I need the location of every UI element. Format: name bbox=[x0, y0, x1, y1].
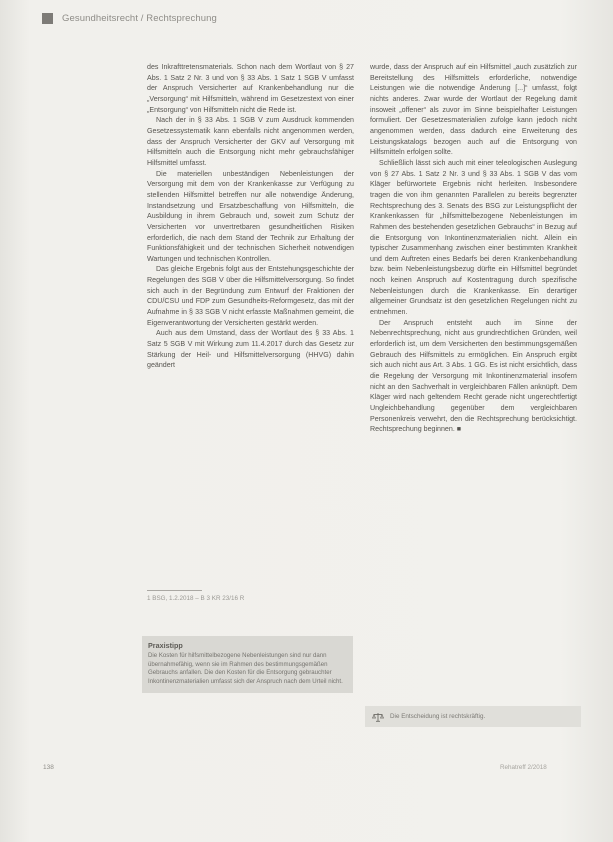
section-header bbox=[42, 8, 217, 28]
paragraph: Auch aus dem Umstand, dass der Wortlaut des § 33 Abs. 1 Satz 5 SGB V mit Wirkung zum 11.4.2017 durch das Gesetz zur Stärkung der Heil- und Hilfsmittelversorgung (HHVG) dahin geändert bbox=[147, 329, 354, 370]
page-number: 138 bbox=[43, 764, 54, 771]
footnote-divider bbox=[147, 590, 202, 591]
right-column bbox=[370, 62, 577, 435]
paragraph: wurde, dass der Anspruch auf ein Hilfsmittel „auch zusätzlich zur Bereitstellung des Hilfsmittels erforderliche, notwendige Leistungen wie die notwendige Änderung [...]“ umfasst, folgt nichts anderes. Zwar wurde der Wortlaut der Regelung damit insoweit „offener“ als zuvor im Sinne beispielhafter Leistungen formuliert. Der Gesetzesmaterialien zufolge kann jedoch nicht angenommen werden, dass dadurch eine Erweiterung des Leistungskatalogs bezogen auch auf die Entsorgung von Hilfsmitteln erfolgen sollte. bbox=[370, 63, 577, 157]
paragraph: Das gleiche Ergebnis folgt aus der Entstehungsgeschichte der Regelungen des SGB V über die Hilfsmittelversorgung. So findet sich auch in der Begründung zum Entwurf der Fraktionen der CDU/CSU und FDP zum Gesundheits-Reformgesetz, das mit der Aufnahme in § 33 SGB V nicht erfasste Maßnahmen gemeint, die Eigenverantwortung der Versicherten gestärkt werden. bbox=[147, 265, 354, 327]
decision-note-text: Die Entscheidung ist rechtskräftig. bbox=[390, 713, 486, 720]
practice-tip-box bbox=[142, 636, 353, 693]
paragraph: Der Anspruch entsteht auch im Sinne der Nebenrechtsprechung, nicht aus grundrechtlichen Gründen, weil erforderlich ist, um dem Versicherten den bestimmungsgemäßen Gebrauch des Hilfsmittels zu ermöglichen. Ein Anspruch ergibt sich auch nicht aus Art. 3 Abs. 1 GG. Es ist nicht ersichtlich, dass die Regelung der Versorgung mit Inkontinenzmaterial insofern nicht an den Sachverhalt in vergleichbaren Fällen anknüpft. Dem Kläger wird nach geltendem Recht gerade nicht ungerechtfertigt Ungleichbehandlung gegenüber dem vergleichbaren Personenkreis verwehrt, den die Rechtsprechung berücksichtigt. Rechtsprechung beginnen. ■ bbox=[370, 318, 577, 434]
section-title: Gesundheitsrecht / Rechtsprechung bbox=[62, 12, 217, 24]
paragraph: Nach der in § 33 Abs. 1 SGB V zum Ausdruck kommenden Gesetzessystematik kann ebenfalls nicht angenommen werden, dass der Anspruch Versicherter der GKV auf Versorgung mit Hilfsmitteln auch die Entsorgung nicht mehr gebrauchsfähiger Hilfsmittel umfasst. bbox=[147, 116, 354, 167]
scales-icon bbox=[372, 712, 384, 722]
decision-note-box bbox=[365, 706, 581, 727]
left-column bbox=[147, 62, 354, 371]
tip-title: Praxistipp bbox=[148, 641, 183, 650]
footnote: 1 BSG, 1.2.2018 – B 3 KR 23/16 R bbox=[147, 595, 245, 602]
paragraph: des Inkrafttretensmaterials. Schon nach dem Wortlaut von § 27 Abs. 1 Satz 2 Nr. 3 und von § 33 Abs. 1 Satz 1 SGB V umfasst der Anspruch Versicherter auf Krankenbehandlung nur die „Versorgung“ mit Hilfsmitteln, während im Gesetzestext von einer „Entsorgung“ von Hilfsmitteln nicht die Rede ist. bbox=[147, 63, 354, 114]
header-marker bbox=[42, 13, 53, 24]
journal-name: Rehatreff 2/2018 bbox=[500, 764, 547, 771]
paragraph: Die materiellen unbeständigen Nebenleistungen der Versorgung mit dem von der Krankenkasse zur Verfügung zu stellenden Hilfsmittel betreffen nur alle notwendige Änderung, Instandsetzung und Ersatzbeschaffung von Hilfsmitteln, die Ausbildung in ihrem Gebrauch und, soweit zum Schutz der Versicherten vor unvertretbaren gesundheitlichen Risiken erforderlich, die nach dem Stand der Technik zur Erhaltung der Funktionsfähigkeit und der technischen Sicherheit notwendigen Wartungen und technischen Kontrollen. bbox=[147, 169, 354, 263]
tip-text: Die Kosten für hilfsmittelbezogene Nebenleistungen sind nur dann übernahmefähig, wenn sie im Rahmen des bestimmungsgemäßen Gebrauchs anfallen. Die den Kosten für die Entsorgung gebrauchter Inkontinenzmaterialien umfasst sich der Anspruch nach dem Urteil nicht. bbox=[148, 652, 343, 685]
paragraph: Schließlich lässt sich auch mit einer teleologischen Auslegung von § 27 Abs. 1 Satz 2 Nr. 3 und § 33 Abs. 1 SGB V das vom Kläger befürwortete Ergebnis nicht herleiten. Insbesondere tragen die von ihm genannten Parallelen zu bereits begrenzter Rechtsprechung des 3. Senats des BSG zur Leistungspflicht der Krankenkassen für „hilfsmittelbezogene Nebenleistungen im Rahmen des bestehenden gesetzlichen Gebrauchs“ in Bezug auf die Entsorgung von Inkontinenzmaterialien nicht. Allein ein typischer Zusammenhang zwischen einer bestimmten Krankheit und dem Auftreten eines Bedarfs bei deren Krankenbehandlung bzw. beim Nebenleistungsbezug dürfte ein Hilfsmittel begründet noch keinen Anspruch auf Kostentragung durch spezifische Nebenleistungen durch die Krankenkasse. Ein derartiger allgemeiner Grundsatz ist den gesetzlichen Regelungen nicht zu entnehmen. bbox=[370, 158, 577, 317]
